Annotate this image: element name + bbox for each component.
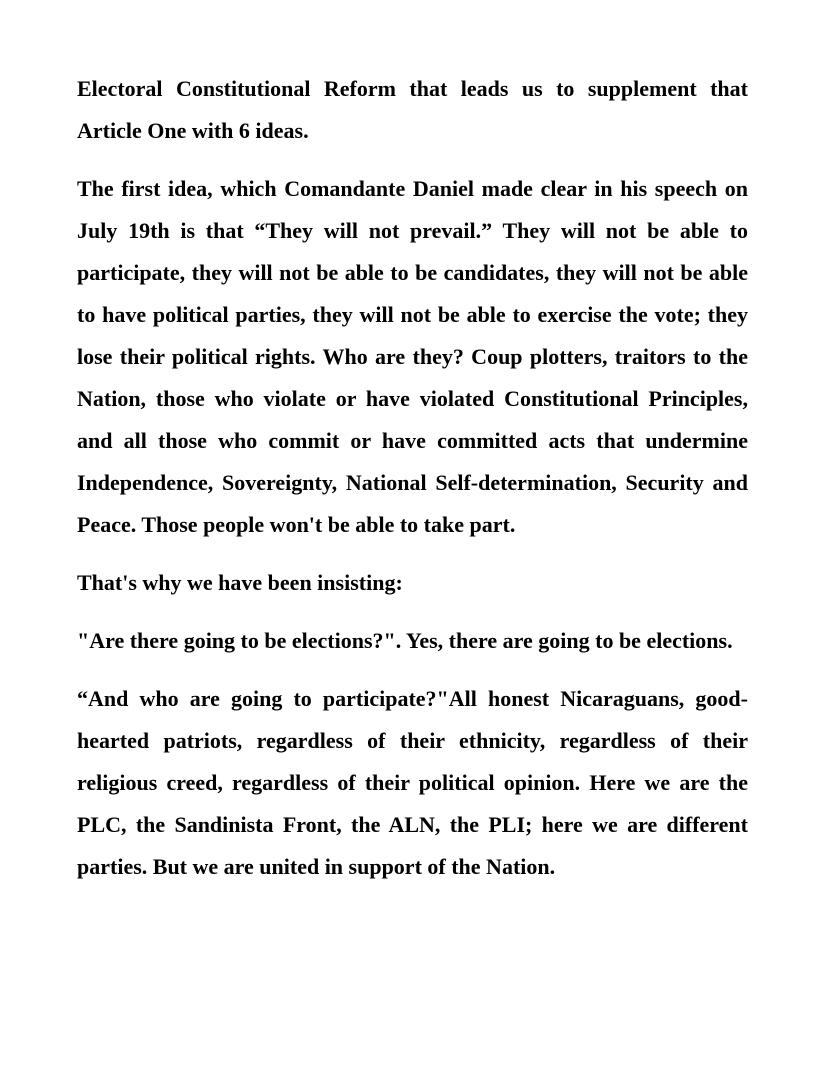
- paragraph-elections-question: "Are there going to be elections?". Yes, there are going to be elections.: [77, 628, 733, 653]
- paragraph-insisting: That's why we have been insisting:: [77, 570, 403, 595]
- paragraph-reform-intro: Electoral Constitutional Reform that leads us to supplement that Article One with 6 ideas.: [77, 76, 748, 143]
- document-page: [77, 68, 748, 904]
- paragraph-participants: “And who are going to participate?"All honest Nicaraguans, good-hearted patriots, regardless of their ethnicity, regardless of their religious creed, regardless of their political opinion. Here we are the PLC, the Sandinista Front, the ALN, the PLI; here we are different parties. But we are united in support of the Nation.: [77, 686, 748, 879]
- paragraph-first-idea: The first idea, which Comandante Daniel made clear in his speech on July 19th is that “They will not prevail.” They will not be able to participate, they will not be able to be candidates, they will not be able to have political parties, they will not be able to exercise the vote; they lose their political rights. Who are they? Coup plotters, traitors to the Nation, those who violate or have violated Constitutional Principles, and all those who commit or have committed acts that undermine Independence, Sovereignty, National Self-determination, Security and Peace. Those people won't be able to take part.: [77, 176, 748, 537]
